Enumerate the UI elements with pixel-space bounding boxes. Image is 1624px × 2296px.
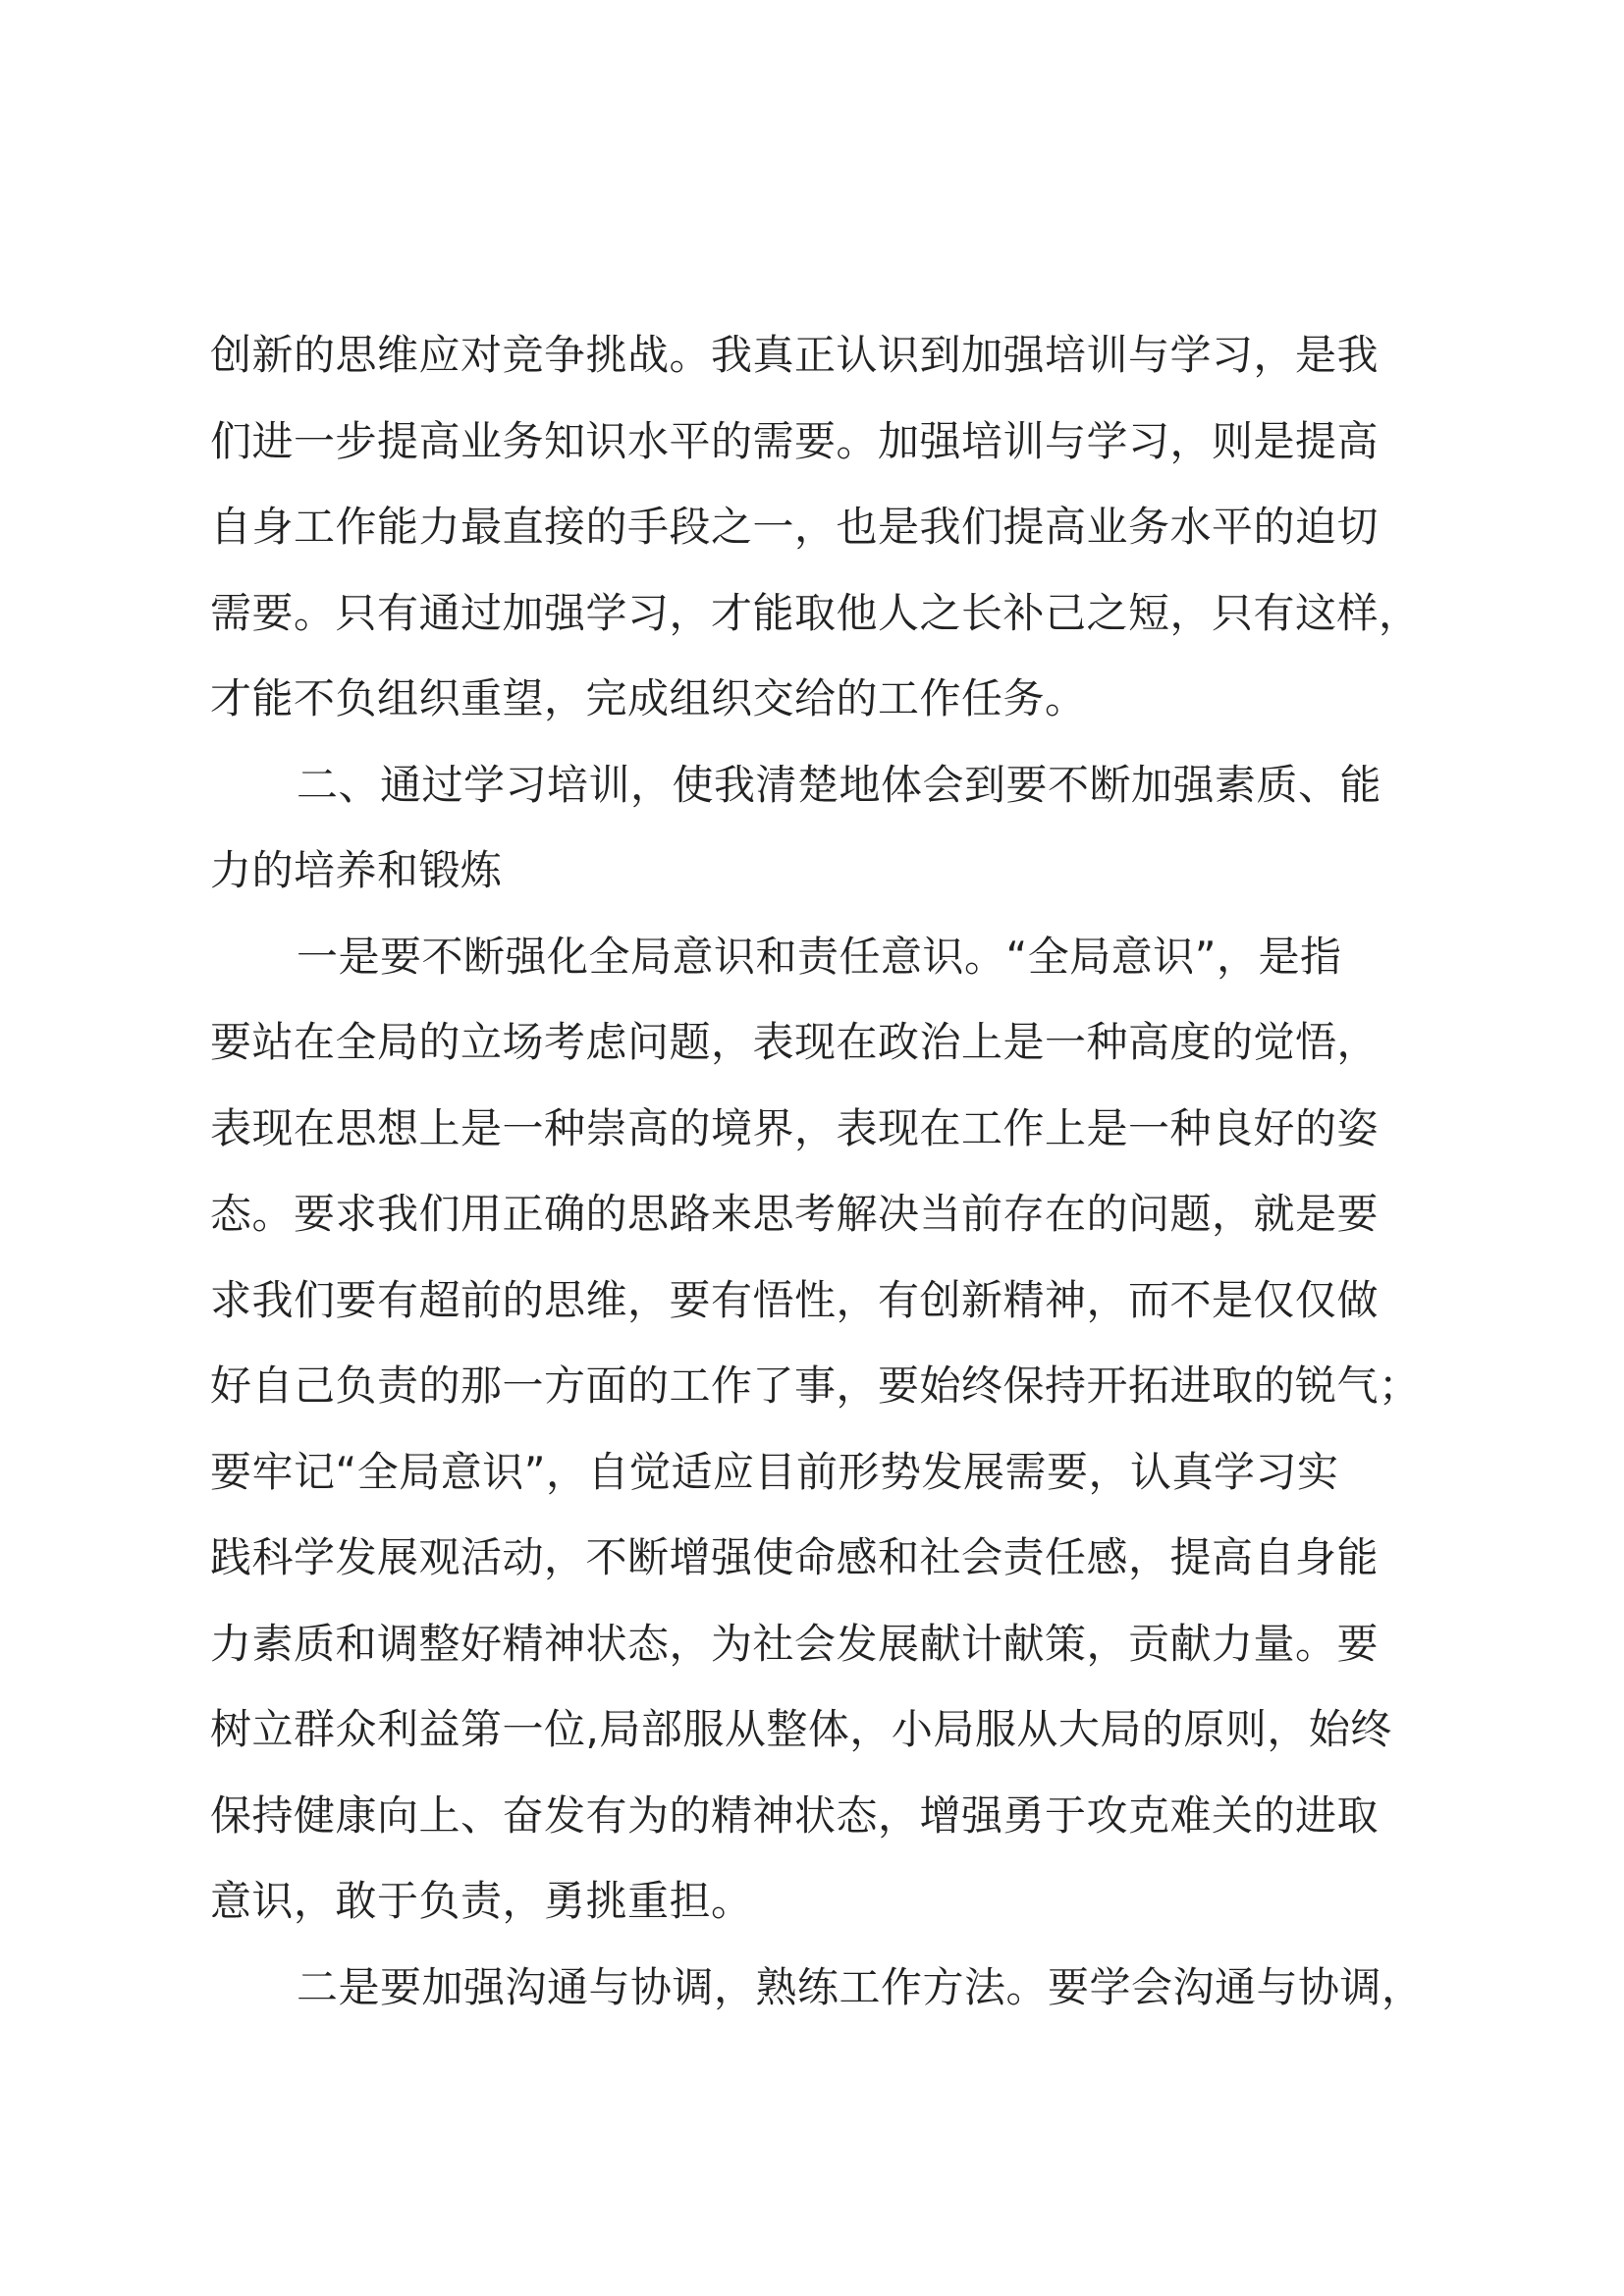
paragraph-start-line: 一是要不断强化全局意识和责任意识。“全局意识”，是指 [297,932,1342,981]
text-line: 要站在全局的立场考虑问题，表现在政治上是一种高度的觉悟， [210,1018,1380,1066]
text-line: 创新的思维应对竞争挑战。我真正认识到加强培训与学习，是我 [210,331,1380,379]
text-line: 树立群众利益第一位,局部服从整体，小局服从大局的原则，始终 [210,1705,1392,1753]
text-line: 才能不负组织重望，完成组织交给的工作任务。 [210,674,1087,722]
section-heading-line: 力的培养和锻炼 [210,846,503,894]
text-line: 意识，敢于负责，勇挑重担。 [210,1877,753,1925]
text-line: 践科学发展观活动，不断增强使命感和社会责任感，提高自身能 [210,1533,1380,1581]
text-line: 力素质和调整好精神状态，为社会发展献计献策，贡献力量。要 [210,1619,1380,1668]
document-body [210,312,1428,2030]
paragraph-start-line: 二是要加强沟通与协调，熟练工作方法。要学会沟通与协调， [297,1962,1424,2011]
text-line: 要牢记“全局意识”，自觉适应目前形势发展需要，认真学习实 [210,1447,1339,1496]
text-line: 表现在思想上是一种崇高的境界，表现在工作上是一种良好的姿 [210,1103,1380,1152]
text-line: 态。要求我们用正确的思路来思考解决当前存在的问题，就是要 [210,1190,1380,1238]
text-line: 需要。只有通过加强学习，才能取他人之长补己之短，只有这样， [210,588,1421,637]
text-line: 们进一步提高业务知识水平的需要。加强培训与学习，则是提高 [210,416,1380,465]
text-line: 保持健康向上、奋发有为的精神状态，增强勇于攻克难关的进取 [210,1790,1380,1840]
text-line: 好自己负责的那一方面的工作了事，要始终保持开拓进取的锐气； [210,1362,1421,1410]
text-line: 自身工作能力最直接的手段之一，也是我们提高业务水平的迫切 [210,503,1380,551]
section-heading-line: 二、通过学习培训，使我清楚地体会到要不断加强素质、能 [297,760,1382,809]
text-line: 求我们要有超前的思维，要有悟性，有创新精神，而不是仅仅做 [210,1275,1380,1324]
